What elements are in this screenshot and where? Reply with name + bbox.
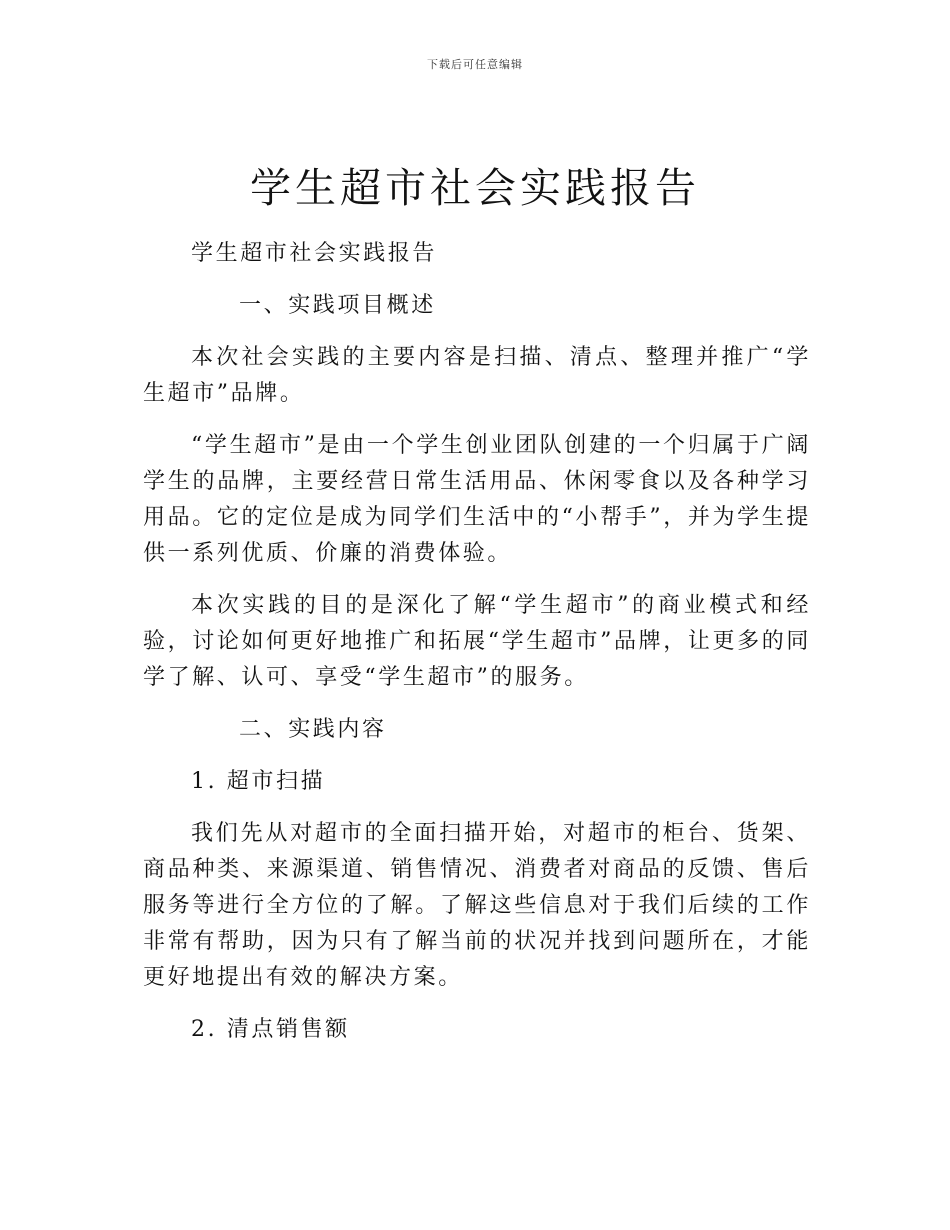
subsection-heading: 1. 超市扫描 — [191, 769, 326, 794]
subtitle-paragraph: 学生超市社会实践报告 — [191, 241, 438, 266]
body-paragraph: “学生超市”是由一个学生创业团队创建的一个归属于广阔学生的品牌，主要经营日常生活用品、休闲零食以及各种学习用品。它的定位是成为同学们生活中的“小帮手”，并为学生提供一系列优质、价廉的消费体验。 — [143, 433, 811, 566]
section-heading-overview — [143, 288, 811, 324]
section-number: 二、 — [239, 717, 289, 742]
body-paragraph: 本次社会实践的主要内容是扫描、清点、整理并推广“学生超市”品牌。 — [143, 345, 811, 406]
body-paragraph: 本次实践的目的是深化了解“学生超市”的商业模式和经验，讨论如何更好地推广和拓展“学生超市”品牌，让更多的同学了解、认可、享受“学生超市”的服务。 — [143, 593, 811, 690]
section-heading-content — [143, 712, 811, 748]
subsection-heading: 2. 清点销售额 — [191, 1017, 350, 1042]
body-paragraph: 我们先从对超市的全面扫描开始，对超市的柜台、货架、商品种类、来源渠道、销售情况、消费者对商品的反馈、售后服务等进行全方位的了解。了解这些信息对于我们后续的工作非常有帮助，因为只有了解当前的状况并找到问题所在，才能更好地提出有效的解决方案。 — [143, 821, 811, 990]
section-number: 一、 — [239, 293, 289, 318]
page-header-note: 下载后可任意编辑 — [427, 58, 523, 71]
section-heading-text: 实践项目概述 — [288, 293, 436, 318]
document-title: 学生超市社会实践报告 — [250, 164, 700, 212]
document-body — [143, 236, 811, 1064]
section-heading-text: 实践内容 — [288, 717, 387, 742]
